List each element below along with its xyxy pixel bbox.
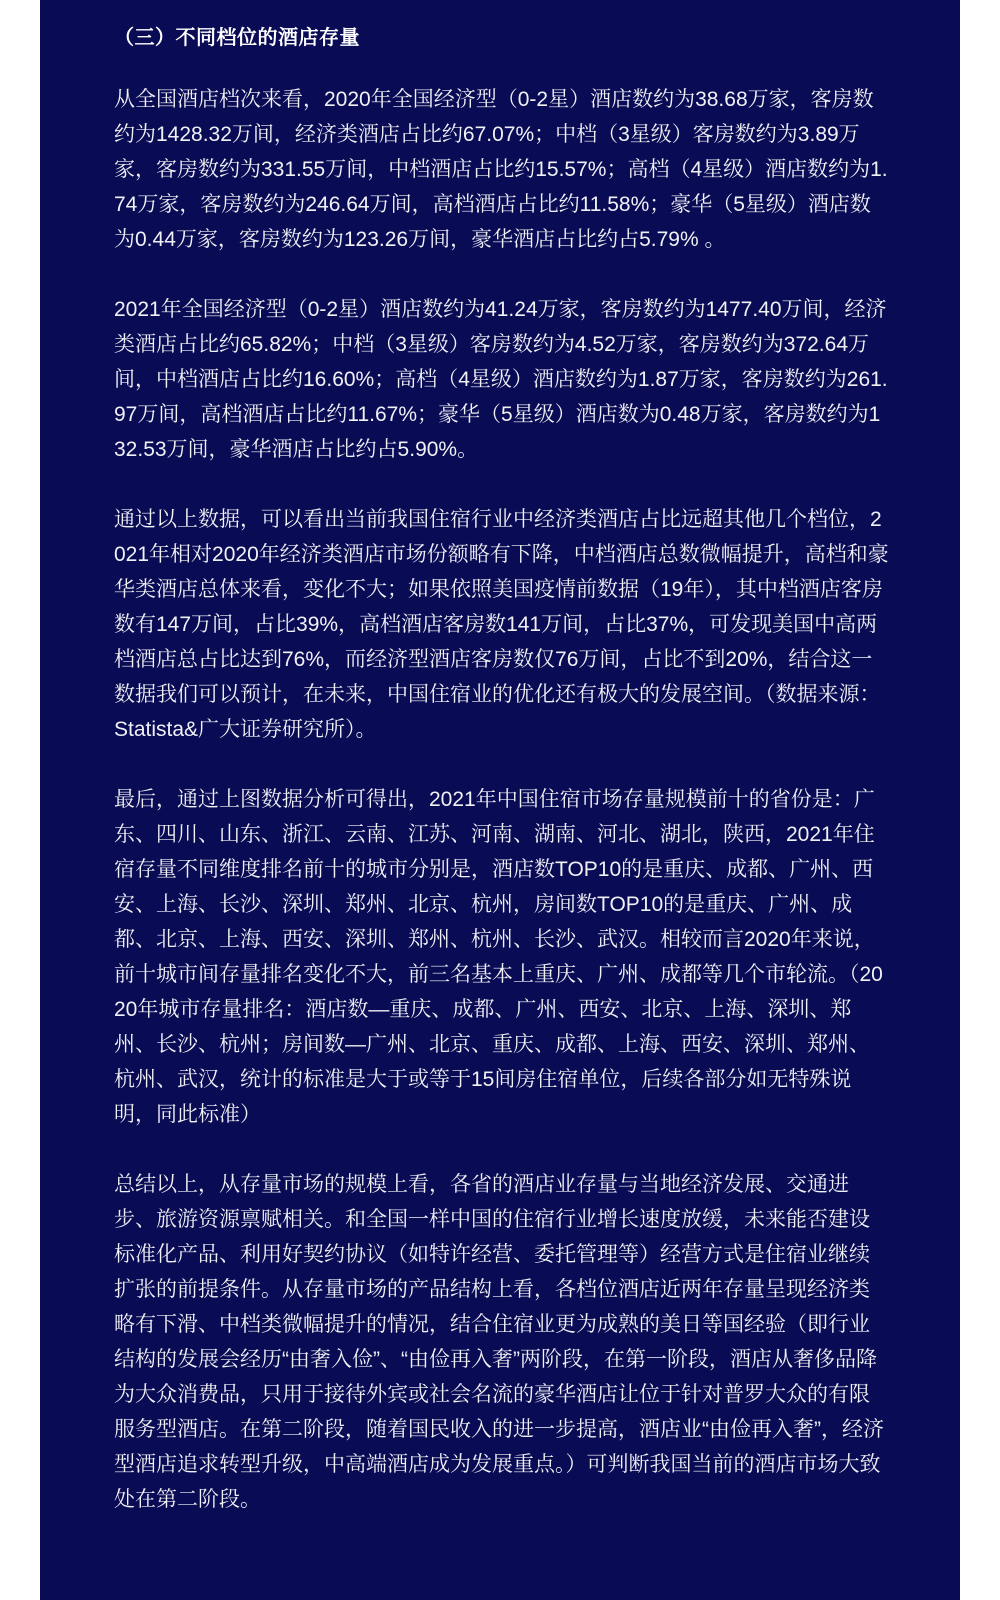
paragraph-top10-provinces-cities: 最后，通过上图数据分析可得出，2021年中国住宿市场存量规模前十的省份是：广东、四川、山东、浙江、云南、江苏、河南、湖南、河北、湖北，陕西，2021年住宿存量不同维度排名前十的城市分别是，酒店数TOP10的是重庆、成都、广州、西安、上海、长沙、深圳、郑州、北京、杭州，房间数TOP10的是重庆、广州、成都、北京、上海、西安、深圳、郑州、杭州、长沙、武汉。相较而言2020年来说，前十城市间存量排名变化不大，前三名基本上重庆、广州、成都等几个市轮流。（2020年城市存量排名：酒店数—重庆、成都、广州、西安、北京、上海、深圳、郑州、长沙、杭州；房间数—广州、北京、重庆、成都、上海、西安、深圳、郑州、杭州、武汉，统计的标准是大于或等于15间房住宿单位，后续各部分如无特殊说明，同此标准） (114, 788, 883, 1126)
paragraph-hotel-stock-2020: 从全国酒店档次来看，2020年全国经济型（0-2星）酒店数约为38.68万家，客房数约为1428.32万间，经济类酒店占比约67.07%；中档（3星级）客房数约为3.89万家，客房数约为331.55万间，中档酒店占比约15.57%；高档（4星级）酒店数约为1.74万家，客房数约为246.64万间，高档酒店占比约11.58%；豪华（5星级）酒店数为0.44万家，客房数约为123.26万间，豪华酒店占比约占5.79% 。 (114, 88, 888, 251)
paragraph-hotel-stock-2021: 2021年全国经济型（0-2星）酒店数约为41.24万家，客房数约为1477.40万间，经济类酒店占比约65.82%；中档（3星级）客房数约为4.52万家，客房数约为372.64万间，中档酒店占比约16.60%；高档（4星级）酒店数约为1.87万家，客房数约为261.97万间，高档酒店占比约11.67%；豪华（5星级）酒店数为0.48万家，客房数约为132.53万间，豪华酒店占比约占5.90%。 (114, 298, 888, 461)
paragraph-summary-conclusion: 总结以上，从存量市场的规模上看，各省的酒店业存量与当地经济发展、交通进步、旅游资源禀赋相关。和全国一样中国的住宿行业增长速度放缓，未来能否建设标准化产品、利用好契约协议（如特许经营、委托管理等）经营方式是住宿业继续扩张的前提条件。从存量市场的产品结构上看，各档位酒店近两年存量呈现经济类略有下滑、中档类微幅提升的情况，结合住宿业更为成熟的美日等国经验（即行业结构的发展会经历“由奢入俭”、“由俭再入奢”两阶段，在第一阶段，酒店从奢侈品降为大众消费品，只用于接待外宾或社会名流的豪华酒店让位于针对普罗大众的有限服务型酒店。在第二阶段，随着国民收入的进一步提高，酒店业“由俭再入奢”，经济型酒店追求转型升级，中高端酒店成为发展重点。）可判断我国当前的酒店市场大致处在第二阶段。 (114, 1173, 884, 1511)
document-page (40, 0, 960, 1600)
paragraph-analysis-us-comparison: 通过以上数据，可以看出当前我国住宿行业中经济类酒店占比远超其他几个档位，2021年相对2020年经济类酒店市场份额略有下降，中档酒店总数微幅提升，高档和豪华类酒店总体来看，变化不大；如果依照美国疫情前数据（19年），其中档酒店客房数有147万间，占比39%，高档酒店客房数141万间，占比37%，可发现美国中高两档酒店总占比达到76%，而经济型酒店客房数仅76万间，占比不到20%，结合这一数据我们可以预计，在未来，中国住宿业的优化还有极大的发展空间。（数据来源：Statista&广大证券研究所）。 (114, 508, 889, 741)
section-heading: （三）不同档位的酒店存量 (114, 27, 360, 49)
